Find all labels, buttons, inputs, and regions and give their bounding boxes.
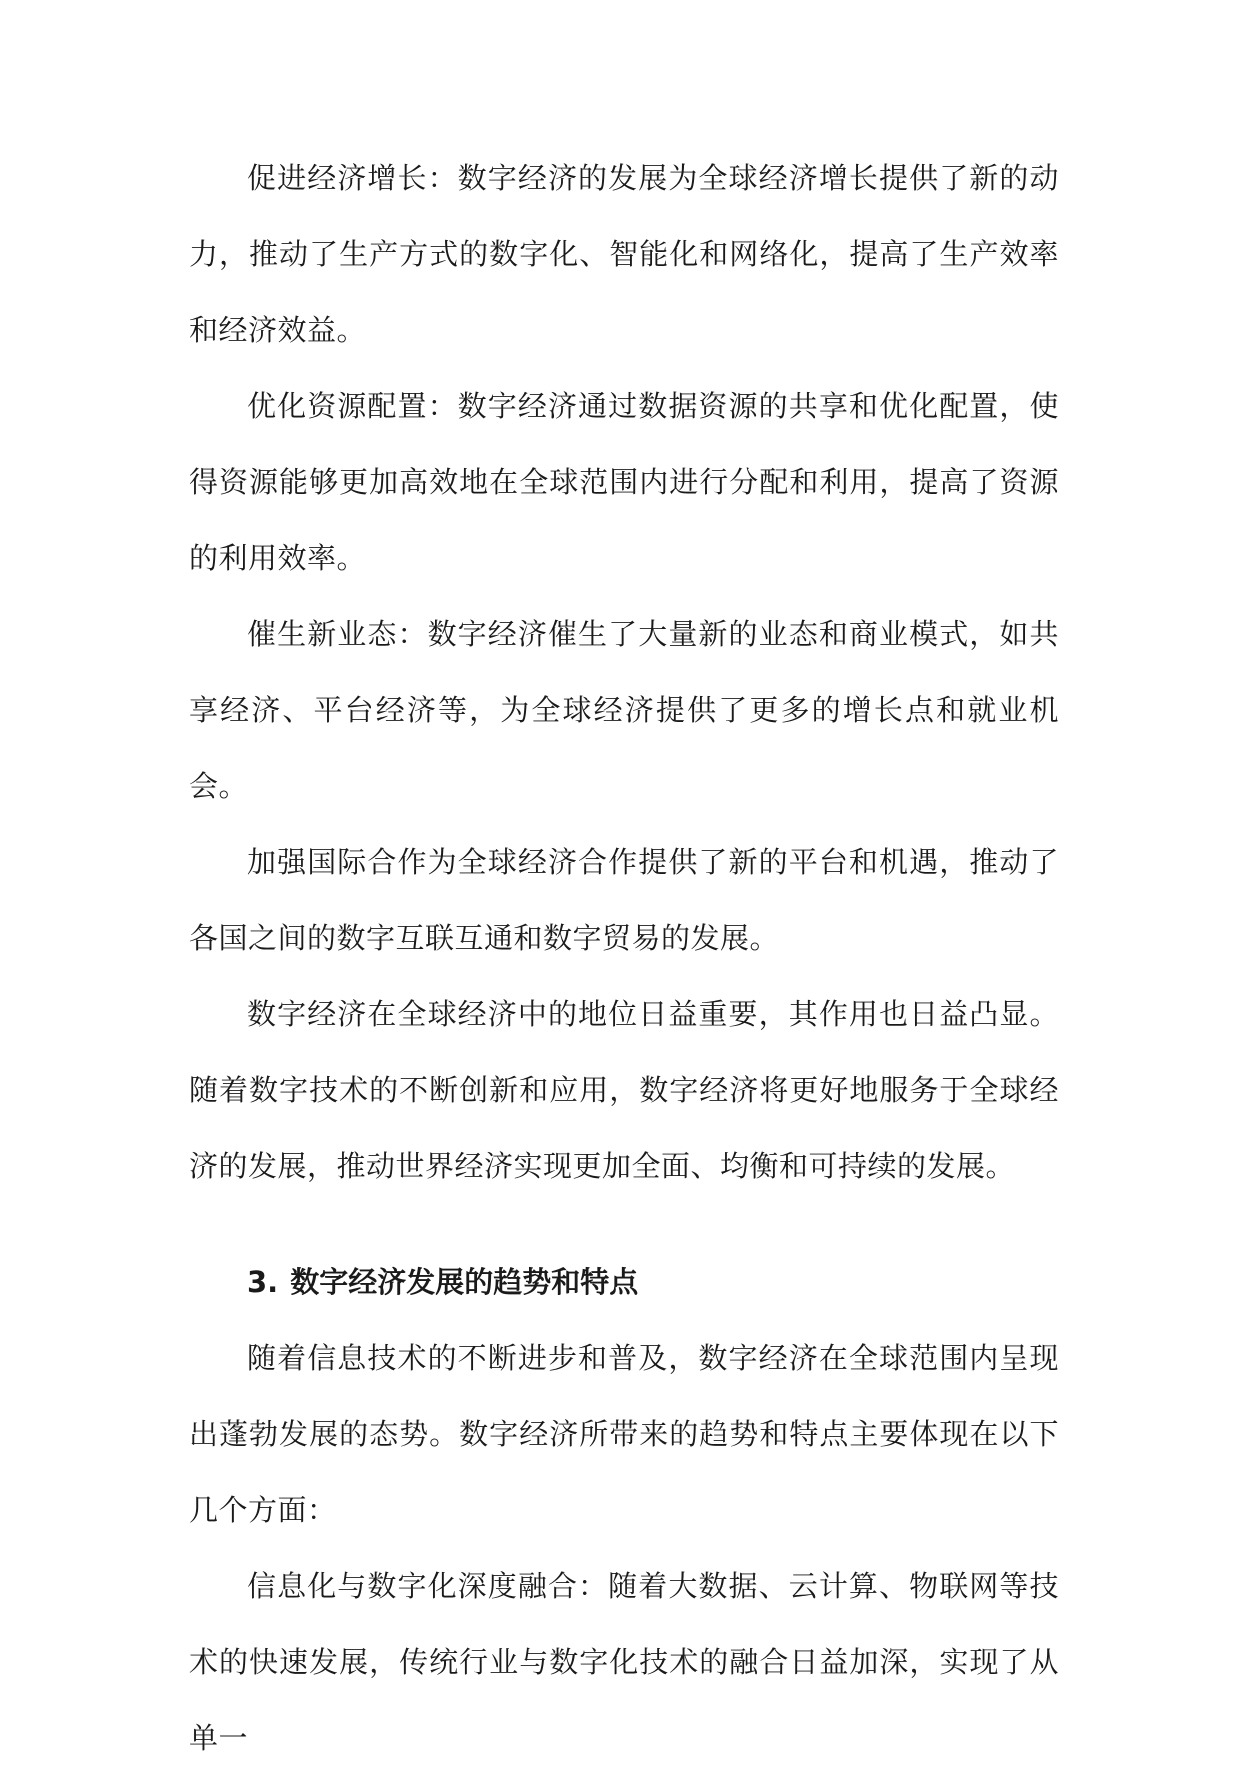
paragraph-summary: 数字经济在全球经济中的地位日益重要，其作用也日益凸显。随着数字技术的不断创新和应用，数字经济将更好地服务于全球经济的发展，推动世界经济实现更加全面、均衡和可持续的发展。 (189, 997, 1059, 1183)
paragraph-international-cooperation: 加强国际合作为全球经济合作提供了新的平台和机遇，推动了各国之间的数字互联互通和数字贸易的发展。 (189, 845, 1059, 955)
paragraph-resource-allocation: 优化资源配置：数字经济通过数据资源的共享和优化配置，使得资源能够更加高效地在全球范围内进行分配和利用，提高了资源的利用效率。 (189, 389, 1059, 575)
section-number: 3. (247, 1265, 279, 1299)
paragraph-new-business-forms: 催生新业态：数字经济催生了大量新的业态和商业模式，如共享经济、平台经济等，为全球经济提供了更多的增长点和就业机会。 (189, 617, 1059, 803)
paragraph-trends-intro: 随着信息技术的不断进步和普及，数字经济在全球范围内呈现出蓬勃发展的态势。数字经济所带来的趋势和特点主要体现在以下几个方面： (189, 1341, 1059, 1527)
section-title: 数字经济发展的趋势和特点 (290, 1265, 639, 1299)
section-heading (189, 1244, 1059, 1320)
document-body (189, 140, 1059, 1776)
paragraph-deep-integration: 信息化与数字化深度融合：随着大数据、云计算、物联网等技术的快速发展，传统行业与数字化技术的融合日益加深，实现了从单一 (189, 1569, 1059, 1755)
paragraph-economic-growth: 促进经济增长：数字经济的发展为全球经济增长提供了新的动力，推动了生产方式的数字化、智能化和网络化，提高了生产效率和经济效益。 (189, 161, 1059, 347)
